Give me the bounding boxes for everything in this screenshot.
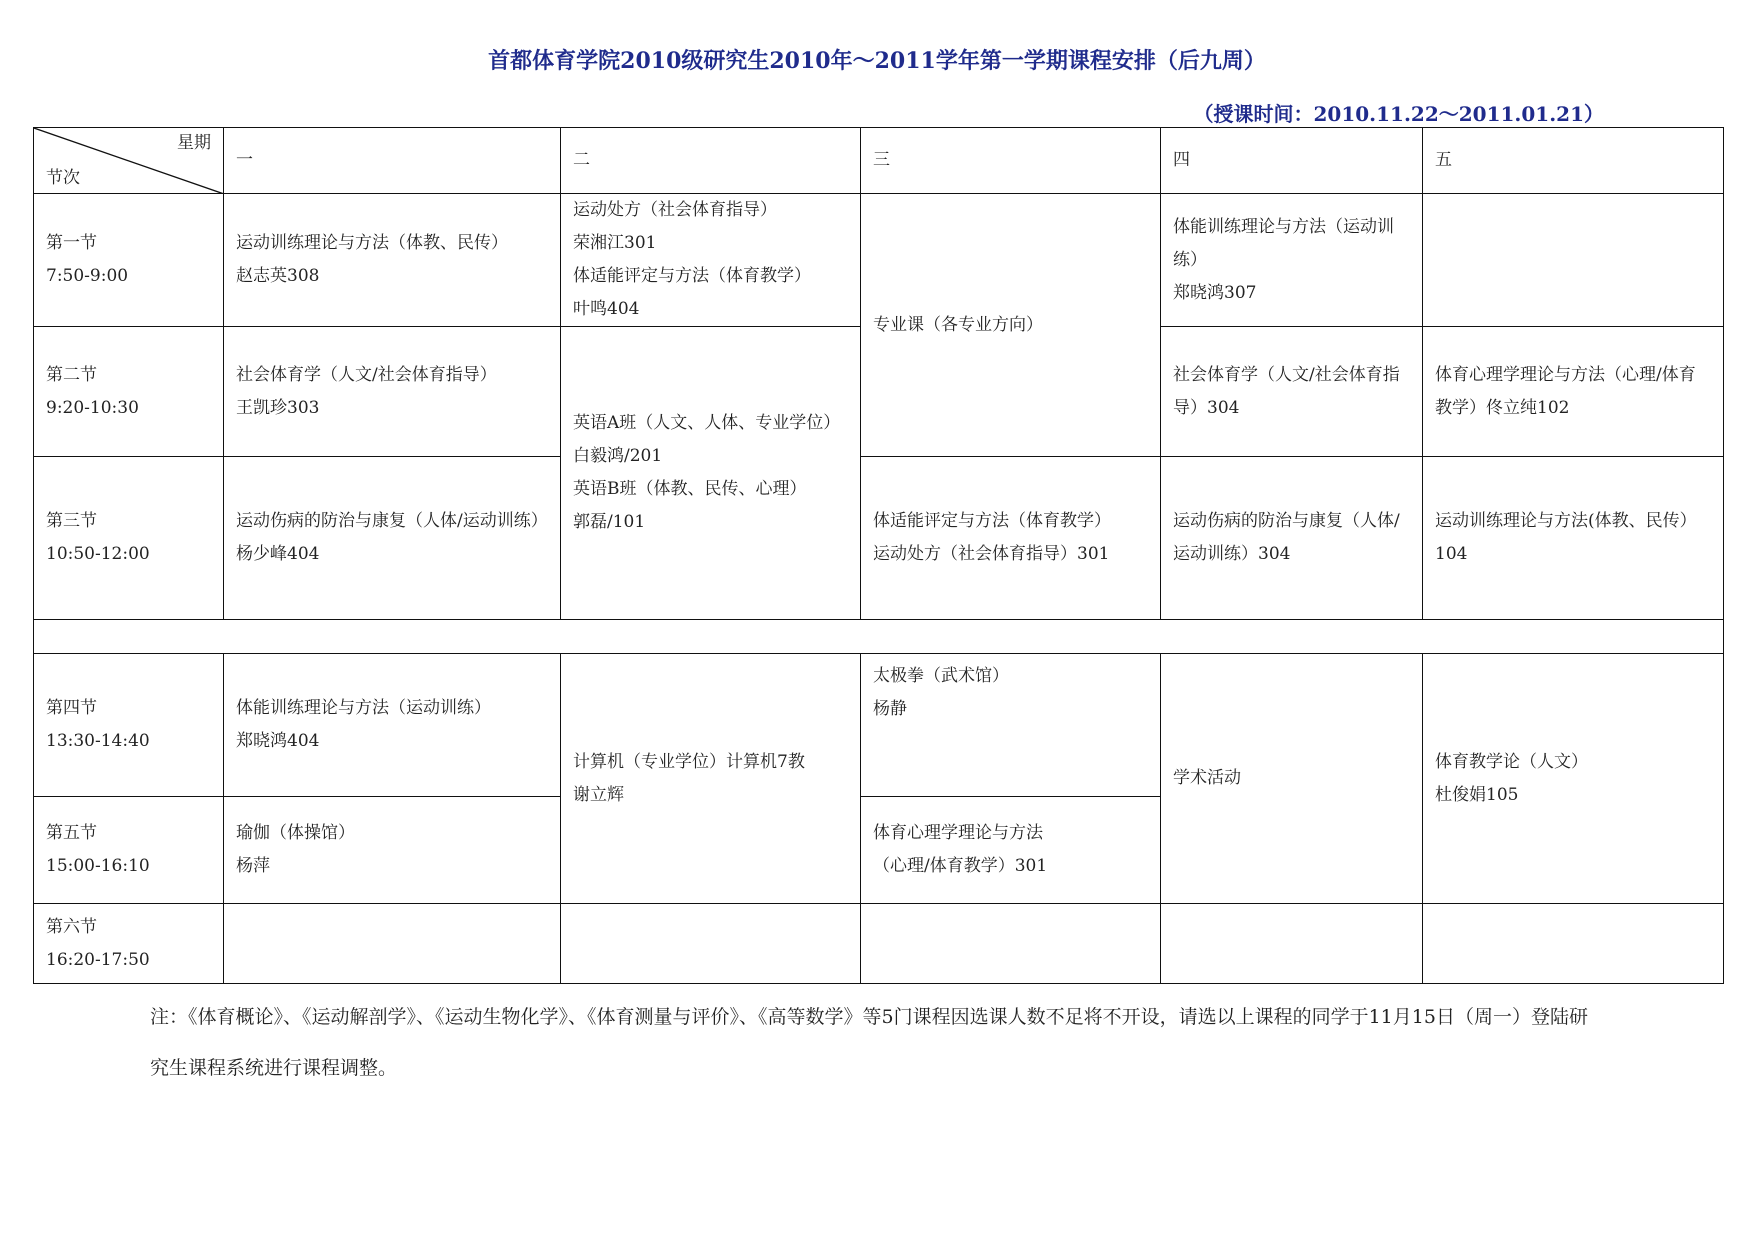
course-cell-p2-fri [1423,327,1724,457]
course-teacher-room: 郑晓鸿307 [1173,282,1257,303]
course-name: 运动处方（社会体育指导） [573,200,777,220]
course-cell-p45-thu [1161,654,1423,904]
course-teacher-room: 王凯珍303 [236,397,320,418]
course-name: 运动伤病的防治与康复（人体/运动训练）304 [1173,511,1400,564]
schedule-table [33,127,1724,984]
lunch-break-cell [34,620,1724,654]
period-name: 第五节 [46,823,97,843]
course-cell-p6-thu-empty [1161,904,1423,984]
period-name: 第六节 [46,916,97,937]
period-name: 第三节 [46,511,97,531]
period-label-5 [34,797,224,904]
course-teacher-room: 郑晓鸿404 [236,731,320,751]
course-teacher-room: 赵志英308 [236,266,320,286]
course-name: 运动处方（社会体育指导）301 [873,544,1110,564]
course-cell-p23-tue [561,327,861,620]
period-time: 10:50-12:00 [46,544,150,564]
period-row-6 [34,904,1724,984]
period-label-3 [34,457,224,620]
header-row [34,128,1724,194]
course-cell-p1-thu [1161,194,1423,327]
course-cell-p4-mon [224,654,561,797]
day-header-friday: 五 [1423,128,1724,194]
period-time: 13:30-14:40 [46,731,150,751]
course-name: 英语A班（人文、人体、专业学位） [573,413,841,433]
course-teacher-room: 白毅鸿/201 [573,446,663,466]
course-cell-p6-fri-empty [1423,904,1724,984]
week-header-label: 星期 [177,133,211,153]
course-cell-p1-fri-empty [1423,194,1724,327]
period-name: 第一节 [46,233,97,253]
period-name: 第四节 [46,698,97,718]
course-name: 运动训练理论与方法(体教、民传）104 [1435,511,1697,564]
course-name: 运动训练理论与方法（体教、民传） [236,233,508,253]
course-name: 专业课（各专业方向） [873,314,1043,335]
teaching-period: （授课时间：2010.11.22～2011.01.21） [1193,102,1604,126]
course-name: 体育教学论（人文） [1435,751,1588,772]
day-header-monday: 一 [224,128,561,194]
course-cell-p6-wed-empty [861,904,1161,984]
period-label-6 [34,904,224,984]
course-name: 社会体育学（人文/社会体育指导）304 [1173,364,1400,418]
course-teacher-room: 叶鸣404 [573,299,640,319]
course-cell-p12-wed [861,194,1161,457]
course-name: 社会体育学（人文/社会体育指导） [236,364,497,385]
course-name: 体适能评定与方法（体育教学） [573,266,811,286]
period-label-2 [34,327,224,457]
day-header-thursday: 四 [1161,128,1423,194]
course-cell-p45-tue [561,654,861,904]
course-cell-p3-wed [861,457,1161,620]
course-cell-p4-wed [861,654,1161,797]
course-name: 体能训练理论与方法（运动训练） [236,698,491,718]
course-teacher-room: 郭磊/101 [573,512,646,532]
course-name: 体适能评定与方法（体育教学） [873,511,1111,531]
course-cell-p1-mon [224,194,561,327]
course-cell-p45-fri [1423,654,1724,904]
course-name: 学术活动 [1173,768,1241,788]
course-cell-p6-mon-empty [224,904,561,984]
course-cell-p2-mon [224,327,561,457]
period-label-4 [34,654,224,797]
course-cell-p3-mon [224,457,561,620]
course-teacher-room: 荣湘江301 [573,233,657,253]
period-name: 第二节 [46,364,97,385]
period-row-1 [34,194,1724,327]
course-teacher-room: 杜俊娟105 [1435,784,1519,805]
period-time: 15:00-16:10 [46,856,150,876]
course-name: 体能训练理论与方法（运动训练） [1173,216,1394,270]
course-name: 体育心理学理论与方法（心理/体育教学）佟立纯102 [1435,364,1696,418]
day-header-tuesday: 二 [561,128,861,194]
lunch-break-row [34,620,1724,654]
footnote: 注：《体育概论》、《运动解剖学》、《运动生物化学》、《体育测量与评价》、《高等数学》等5门课程因选课人数不足将不开设，请选以上课程的同学于11月15日（周一）登陆研究生课程系统进行课程调整。 [150,1006,1588,1079]
course-name: 瑜伽（体操馆） [236,823,355,843]
course-cell-p6-tue-empty [561,904,861,984]
course-name: （心理/体育教学）301 [873,856,1048,876]
course-teacher-room: 谢立辉 [573,784,624,805]
period-time: 16:20-17:50 [46,949,150,970]
course-cell-p3-fri [1423,457,1724,620]
period-time: 9:20-10:30 [46,397,139,418]
course-cell-p3-thu [1161,457,1423,620]
course-name: 体育心理学理论与方法 [873,823,1043,843]
course-cell-p1-tue [561,194,861,327]
course-cell-p5-mon [224,797,561,904]
course-teacher-room: 杨静 [873,699,907,719]
period-time: 7:50-9:00 [46,266,129,286]
document-title: 首都体育学院2010级研究生2010年～2011学年第一学期课程安排（后九周） [488,48,1266,74]
day-header-wednesday: 三 [861,128,1161,194]
course-cell-p2-thu [1161,327,1423,457]
period-row-4 [34,654,1724,797]
period-row-3 [34,457,1724,620]
corner-cell [34,128,224,194]
course-teacher-room: 杨萍 [236,856,270,876]
period-header-label: 节次 [46,168,80,188]
period-label-1 [34,194,224,327]
course-name: 太极拳（武术馆） [873,666,1009,686]
course-name: 运动伤病的防治与康复（人体/运动训练）杨少峰404 [236,511,548,564]
course-cell-p5-wed [861,797,1161,904]
course-name: 计算机（专业学位）计算机7教 [573,751,805,772]
course-name: 英语B班（体教、民传、心理） [573,479,807,499]
